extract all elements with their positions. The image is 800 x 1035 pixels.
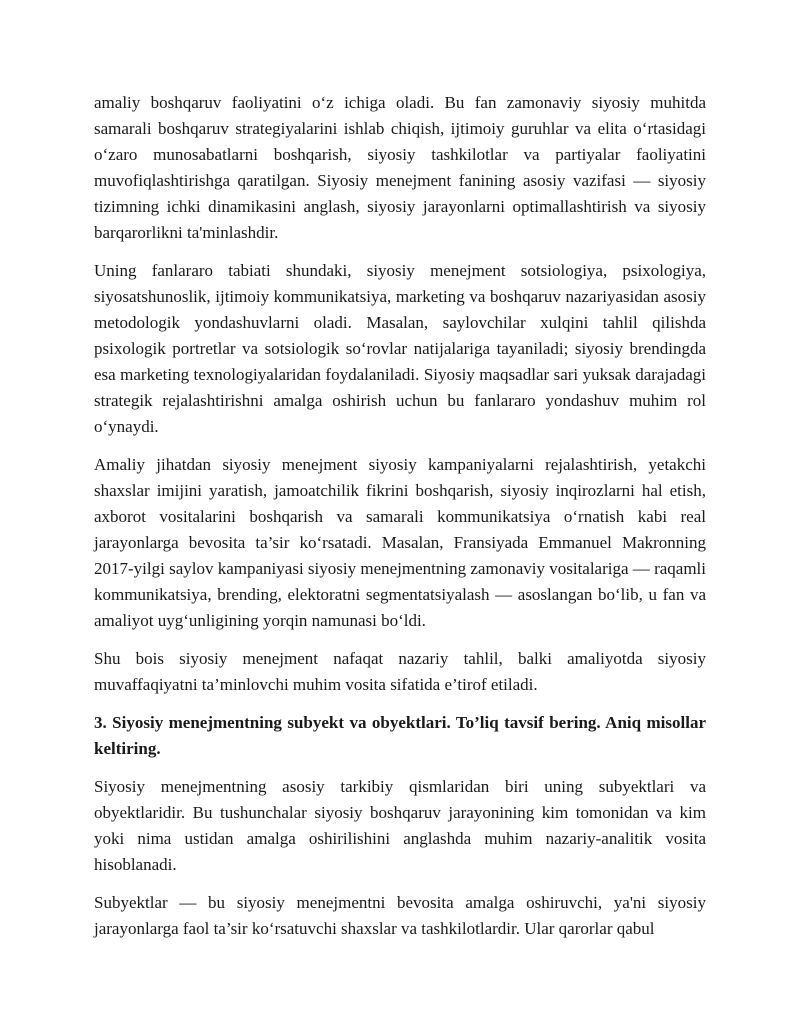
- document-page: [94, 90, 706, 954]
- paragraph-5: Siyosiy menejmentning asosiy tarkibiy qismlaridan biri uning subyektlari va obyektlaridir. Bu tushunchalar siyosiy boshqaruv jarayonining kim tomonidan va kim yoki nima ustidan amalga oshirilishini anglashda muhim nazariy-analitik vosita hisoblanadi.: [94, 777, 706, 874]
- paragraph-3: Amaliy jihatdan siyosiy menejment siyosiy kampaniyalarni rejalashtirish, yetakchi shaxslar imijini yaratish, jamoatchilik fikrini boshqarish, siyosiy inqirozlarni hal etish, axborot vositalarini boshqarish va samarali kommunikatsiya o‘rnatish kabi real jarayonlarga bevosita ta’sir ko‘rsatadi. Masalan, Fransiyada Emmanuel Makronning 2017-yilgi saylov kampaniyasi siyosiy menejmentning zamonaviy vositalariga — raqamli kommunikatsiya, brending, elektoratni segmentatsiyalash — asoslangan bo‘lib, u fan va amaliyot uyg‘unligining yorqin namunasi bo‘ldi.: [94, 455, 706, 630]
- section-heading: 3. Siyosiy menejmentning subyekt va obyektlari. To’liq tavsif bering. Aniq misollar keltiring.: [94, 713, 706, 758]
- paragraph-2: Uning fanlararo tabiati shundaki, siyosiy menejment sotsiologiya, psixologiya, siyosatshunoslik, ijtimoiy kommunikatsiya, marketing va boshqaruv nazariyasidan asosiy metodologik yondashuvlarni oladi. Masalan, saylovchilar xulqini tahlil qilishda psixologik portretlar va sotsiologik so‘rovlar natijalariga tayaniladi; siyosiy brendingda esa marketing texnologiyalaridan foydalaniladi. Siyosiy maqsadlar sari yuksak darajadagi strategik rejalashtirishni amalga oshirish uchun bu fanlararo yondashuv muhim rol o‘ynaydi.: [94, 261, 706, 436]
- paragraph-6: Subyektlar — bu siyosiy menejmentni bevosita amalga oshiruvchi, ya'ni siyosiy jarayonlarga faol ta’sir ko‘rsatuvchi shaxslar va tashkilotlardir. Ular qarorlar qabul: [94, 893, 706, 938]
- paragraph-1: amaliy boshqaruv faoliyatini o‘z ichiga oladi. Bu fan zamonaviy siyosiy muhitda samarali boshqaruv strategiyalarini ishlab chiqish, ijtimoiy guruhlar va elita o‘rtasidagi o‘zaro munosabatlarni boshqarish, siyosiy tashkilotlar va partiyalar faoliyatini muvofiqlashtirishga qaratilgan. Siyosiy menejment fanining asosiy vazifasi — siyosiy tizimning ichki dinamikasini anglash, siyosiy jarayonlarni optimallashtirish va siyosiy barqarorlikni ta'minlashdir.: [94, 93, 706, 242]
- paragraph-4: Shu bois siyosiy menejment nafaqat nazariy tahlil, balki amaliyotda siyosiy muvaffaqiyatni ta’minlovchi muhim vosita sifatida e’tirof etiladi.: [94, 649, 706, 694]
